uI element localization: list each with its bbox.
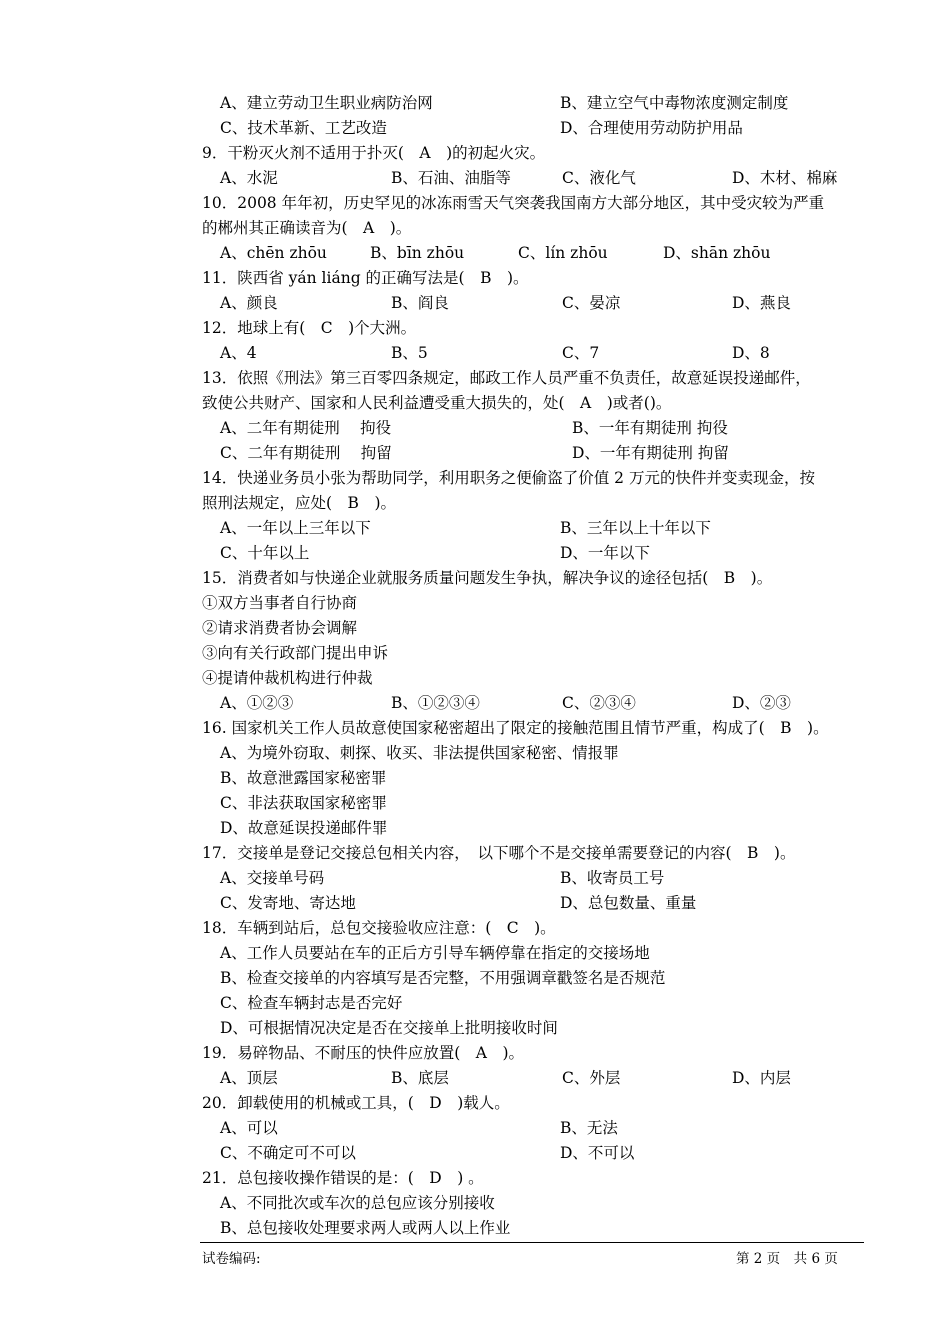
text-line: A、建立劳动卫生职业病防治网 [220, 94, 433, 112]
text-line: ②请求消费者协会调解 [202, 619, 358, 637]
text-line: D、一年有期徒刑 拘留 [572, 444, 729, 462]
text-line: B、①②③④ [391, 694, 480, 712]
exam-code-label: 试卷编码: [202, 1251, 261, 1267]
text-line: D、内层 [732, 1069, 791, 1087]
text-line: B、三年以上十年以下 [560, 519, 711, 537]
text-line: 的郴州其正确读音为( A )。 [202, 219, 412, 237]
text-line: A、交接单号码 [220, 869, 325, 887]
text-line: 16. 国家机关工作人员故意使国家秘密超出了限定的接触范围且情节严重，构成了( B )。 [202, 719, 829, 737]
text-line: C、晏凉 [562, 294, 621, 312]
text-line: 致使公共财产、国家和人民利益遭受重大损失的，处( A )或者()。 [202, 394, 672, 412]
text-line: C、外层 [562, 1069, 621, 1087]
text-line: D、一年以下 [560, 544, 650, 562]
text-line: B、总包接收处理要求两人或两人以上作业 [220, 1219, 511, 1237]
text-line: A、工作人员要站在车的正后方引导车辆停靠在指定的交接场地 [220, 944, 650, 962]
text-line: B、故意泄露国家秘密罪 [220, 769, 387, 787]
text-line: 19．易碎物品、不耐压的快件应放置( A )。 [202, 1044, 525, 1062]
text-line: C、检查车辆封志是否完好 [220, 994, 403, 1012]
text-line: 10．2008 年年初，历史罕见的冰冻雨雪天气突袭我国南方大部分地区，其中受灾较为严重 [202, 194, 825, 212]
text-line: 21．总包接收操作错误的是：( D ) 。 [202, 1169, 484, 1187]
page-number: 第 2 页 共 6 页 [736, 1251, 838, 1267]
text-line: B、一年有期徒刑 拘役 [572, 419, 728, 437]
text-line: 照刑法规定，应处( B )。 [202, 494, 396, 512]
text-line: D、shān zhōu [663, 244, 771, 262]
footer-rule [200, 1242, 864, 1243]
text-line: A、一年以上三年以下 [220, 519, 371, 537]
text-line: C、②③④ [562, 694, 636, 712]
text-line: 15．消费者如与快递企业就服务质量问题发生争执，解决争议的途径包括( B )。 [202, 569, 773, 587]
text-line: A、颜良 [220, 294, 278, 312]
text-line: B、无法 [560, 1119, 618, 1137]
text-line: 11．陕西省 yán liáng 的正确写法是( B )。 [202, 269, 529, 287]
text-line: 9．干粉灭火剂不适用于扑灭( A )的初起火灾。 [202, 144, 546, 162]
text-line: C、7 [562, 344, 600, 362]
text-line: 20．卸载使用的机械或工具，( D )载人。 [202, 1094, 510, 1112]
text-line: C、不确定可不可以 [220, 1144, 356, 1162]
text-line: B、建立空气中毒物浓度测定制度 [560, 94, 789, 112]
text-line: A、可以 [220, 1119, 278, 1137]
text-line: A、二年有期徒刑 拘役 [220, 419, 392, 437]
text-line: B、5 [391, 344, 428, 362]
text-line: 12．地球上有( C )个大洲。 [202, 319, 417, 337]
text-line: 18．车辆到站后，总包交接验收应注意：( C )。 [202, 919, 556, 937]
text-line: A、①②③ [220, 694, 294, 712]
text-line: B、检查交接单的内容填写是否完整，不用强调章戳签名是否规范 [220, 969, 666, 987]
text-line: A、chēn zhōu [220, 244, 327, 262]
text-line: B、bīn zhōu [370, 244, 465, 262]
text-line: D、总包数量、重量 [560, 894, 697, 912]
text-line: A、水泥 [220, 169, 278, 187]
text-line: C、发寄地、寄达地 [220, 894, 356, 912]
text-line: D、8 [732, 344, 770, 362]
text-line: C、lín zhōu [518, 244, 608, 262]
text-line: D、②③ [732, 694, 791, 712]
text-line: A、4 [220, 344, 257, 362]
text-line: D、可根据情况决定是否在交接单上批明接收时间 [220, 1019, 558, 1037]
text-line: D、故意延误投递邮件罪 [220, 819, 388, 837]
text-line: 13．依照《刑法》第三百零四条规定，邮政工作人员严重不负责任，故意延误投递邮件， [202, 369, 811, 387]
text-line: D、燕良 [732, 294, 791, 312]
text-line: C、技术革新、工艺改造 [220, 119, 387, 137]
text-line: C、二年有期徒刑 拘留 [220, 444, 392, 462]
text-line: ④提请仲裁机构进行仲裁 [202, 669, 373, 687]
text-line: A、不同批次或车次的总包应该分别接收 [220, 1194, 495, 1212]
text-line: B、底层 [391, 1069, 449, 1087]
text-line: D、木材、棉麻 [732, 169, 838, 187]
text-line: D、不可以 [560, 1144, 635, 1162]
text-line: 17．交接单是登记交接总包相关内容， 以下哪个不是交接单需要登记的内容( B )。 [202, 844, 796, 862]
text-line: C、非法获取国家秘密罪 [220, 794, 387, 812]
text-line: B、收寄员工号 [560, 869, 665, 887]
text-line: B、石油、油脂等 [391, 169, 511, 187]
text-line: A、为境外窃取、刺探、收买、非法提供国家秘密、情报罪 [220, 744, 619, 762]
text-line: 14．快递业务员小张为帮助同学，利用职务之便偷盗了价值 2 万元的快件并变卖现金，按 [202, 469, 815, 487]
text-line: C、十年以上 [220, 544, 310, 562]
text-line: ①双方当事者自行协商 [202, 594, 358, 612]
text-line: D、合理使用劳动防护用品 [560, 119, 743, 137]
text-line: B、阎良 [391, 294, 449, 312]
text-line: A、顶层 [220, 1069, 278, 1087]
text-line: ③向有关行政部门提出申诉 [202, 644, 389, 662]
text-line: C、液化气 [562, 169, 636, 187]
